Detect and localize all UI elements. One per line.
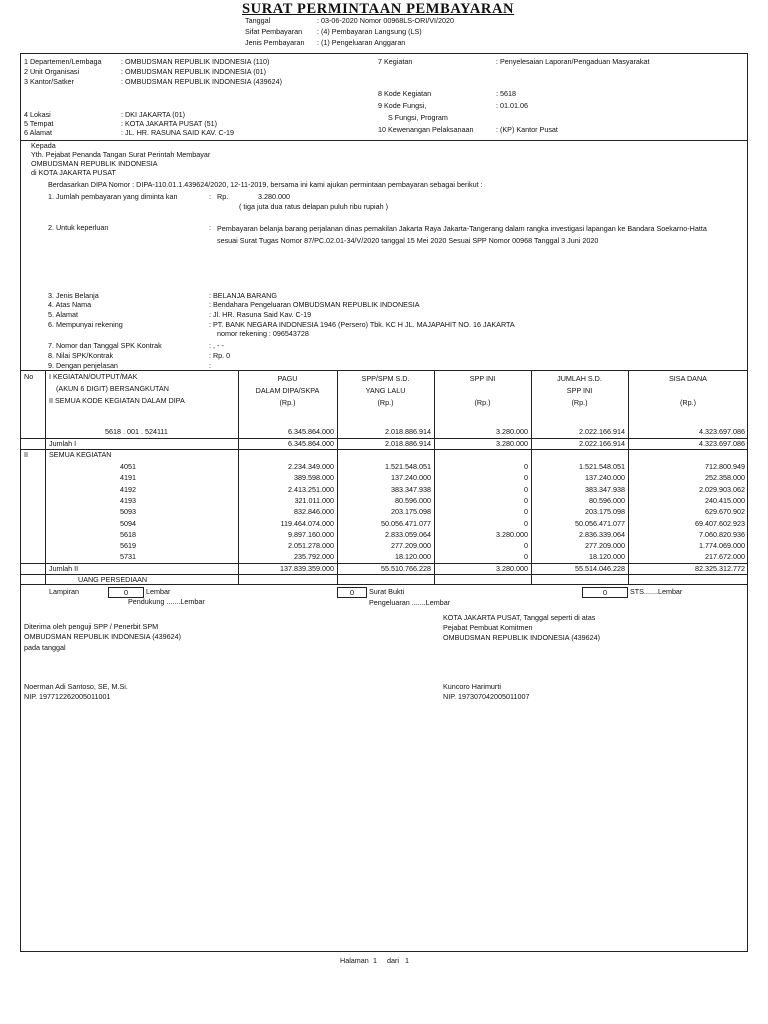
cell-ini: 0 bbox=[524, 518, 528, 528]
identity-value: : JL. HR. RASUNA SAID KAV. C-19 bbox=[121, 128, 235, 137]
identity-value: : OMBUDSMAN REPUBLIK INDONESIA (439624) bbox=[121, 77, 282, 86]
identity-value: : 5618 bbox=[496, 89, 516, 98]
header-value: : (1) Pengeluaran Anggaran bbox=[317, 38, 406, 47]
cell-sisa: 2.029.903.062 bbox=[699, 484, 745, 494]
detail-value: : BELANJA BARANG bbox=[209, 291, 277, 300]
pendukung-label: Pendukung .......Lembar bbox=[128, 597, 205, 606]
pengeluaran-label: Pengeluaran .......Lembar bbox=[369, 598, 451, 607]
purpose-text: Pembayaran belanja barang perjalanan dinas pemakilan Jakarta Raya Jakarta-Tangerang dalam rangka investigasi lapangan ke Bandara Soekarno-Hatta sesuai Surat Tugas Nomor 87/PC.02.01-34/V/2020 tanggal 15 Mei 2020 Sesuai SPP Nomor 00968 Tanggal 3 Juni 2020 bbox=[217, 224, 707, 245]
address-line: di KOTA JAKARTA PUSAT bbox=[31, 168, 116, 177]
cell-sisa: 712.800.949 bbox=[705, 462, 745, 471]
purpose-label: 2. Untuk keperluan bbox=[48, 223, 109, 232]
sts-label: STS.......Lembar bbox=[630, 587, 683, 596]
identity-value: : KOTA JAKARTA PUSAT (51) bbox=[121, 119, 217, 128]
identity-value: : Penyelesaian Laporan/Pengaduan Masyarakat bbox=[496, 57, 650, 66]
cell-ini: 0 bbox=[524, 507, 528, 517]
signature-line: OMBUDSMAN REPUBLIK INDONESIA (439624) bbox=[443, 633, 600, 642]
cell-sisa: 217.672.000 bbox=[705, 552, 745, 562]
col-header-spp-lalu: YANG LALU bbox=[365, 386, 406, 395]
cell-ini: 3.280.000 bbox=[496, 529, 528, 539]
header-value: : (4) Pembayaran Langsung (LS) bbox=[317, 27, 422, 36]
identity-label: 6 Alamat bbox=[24, 128, 52, 137]
subtotal-label: Jumlah II bbox=[49, 564, 79, 573]
cell-pagu: 6.345.864.000 bbox=[288, 439, 334, 448]
header-label: Sifat Pembayaran bbox=[245, 27, 303, 36]
cell-sisa: 7.060.820.936 bbox=[699, 529, 745, 539]
detail-value: : , - - bbox=[209, 341, 224, 350]
request-colon: : bbox=[209, 192, 211, 201]
page-number: 1 bbox=[373, 956, 377, 965]
identity-value: : OMBUDSMAN REPUBLIK INDONESIA (01) bbox=[121, 67, 266, 76]
account-code: 5731 bbox=[120, 552, 136, 562]
account-code: 5619 bbox=[120, 541, 136, 551]
col-header-spp-ini: (Rp.) bbox=[474, 398, 491, 407]
cell-sisa: 82.325.312.772 bbox=[695, 564, 745, 573]
intro-text: Berdasarkan DIPA Nomor : DIPA-110.01.1.439624/2020, 12-11-2019, bersama ini kami ajukan permintaan pembayaran sebagai berikut : bbox=[48, 180, 483, 189]
cell-ini: 3.280.000 bbox=[496, 564, 528, 573]
cell-lalu: 383.347.938 bbox=[391, 484, 431, 494]
cell-lalu: 55.510.766.228 bbox=[381, 564, 431, 573]
cell-pagu: 389.598.000 bbox=[294, 473, 334, 483]
identity-label: 8 Kode Kegiatan bbox=[378, 89, 432, 98]
identity-label: 4 Lokasi bbox=[24, 110, 51, 119]
cell-jumlah: 203.175.098 bbox=[585, 507, 625, 517]
detail-value: : bbox=[209, 361, 211, 370]
cell-sisa: 4.323.697.086 bbox=[699, 439, 745, 448]
address-line: OMBUDSMAN REPUBLIK INDONESIA bbox=[31, 159, 158, 168]
account-code: 4192 bbox=[120, 484, 136, 494]
account-code: 5094 bbox=[120, 518, 136, 528]
identity-label: 2 Unit Organisasi bbox=[24, 67, 80, 76]
col-header-pagu: PAGU bbox=[277, 374, 298, 383]
cell-lalu: 80.596.000 bbox=[395, 495, 431, 505]
cell-sisa: 629.670.902 bbox=[705, 507, 745, 517]
signature-line: KOTA JAKARTA PUSAT, Tanggal seperti di atas bbox=[443, 613, 596, 622]
cell-pagu: 119.464.074.000 bbox=[280, 518, 334, 528]
page-total: 1 bbox=[405, 956, 409, 965]
cell-lalu: 2.833.059.064 bbox=[385, 529, 431, 539]
cell-lalu: 2.018.886.914 bbox=[385, 427, 431, 436]
cell-lalu: 18.120.000 bbox=[395, 552, 431, 562]
cell-pagu: 9.897.160.000 bbox=[288, 529, 334, 539]
header-value: : 03-06-2020 Nomor 00968LS-ORI/VI/2020 bbox=[317, 16, 455, 25]
col-header-spp-ini: SPP INI bbox=[469, 374, 496, 383]
identity-label: 5 Tempat bbox=[24, 119, 54, 128]
identity-label: 10 Kewenangan Pelaksanaan bbox=[378, 125, 474, 134]
cell-lalu: 203.175.098 bbox=[391, 507, 431, 517]
account-number: nomor rekening : 096543728 bbox=[217, 329, 309, 338]
account-code: 5618 bbox=[120, 529, 136, 539]
signature-line: OMBUDSMAN REPUBLIK INDONESIA (439624) bbox=[24, 632, 181, 641]
page-label: Halaman bbox=[340, 956, 369, 965]
of-label: dari bbox=[387, 956, 399, 965]
cell-jumlah: 383.347.938 bbox=[585, 484, 625, 494]
cell-ini: 0 bbox=[524, 541, 528, 551]
cell-jumlah: 2.022.166.914 bbox=[579, 427, 625, 436]
cell-sisa: 1.774.069.000 bbox=[699, 541, 745, 551]
cell-sisa: 4.323.697.086 bbox=[699, 427, 745, 436]
cell-jumlah: 1.521.548.051 bbox=[579, 462, 625, 471]
detail-label: 8. Nilai SPK/Kontrak bbox=[48, 351, 114, 360]
surat-count-box: 0 bbox=[337, 587, 367, 598]
cell-pagu: 2.413.251.000 bbox=[288, 484, 334, 494]
col-header-sisa: SISA DANA bbox=[669, 374, 707, 383]
col-header-spp-lalu: SPP/SPM S.D. bbox=[361, 374, 410, 383]
cell-jumlah: 2.836.339.064 bbox=[579, 529, 625, 539]
signatory-nip: NIP. 197307042005011007 bbox=[443, 692, 530, 701]
cell-ini: 0 bbox=[524, 484, 528, 494]
address-line: Yth. Pejabat Penanda Tangan Surat Perintah Membayar bbox=[31, 150, 211, 159]
table-border bbox=[20, 449, 748, 450]
cell-jumlah: 50.056.471.077 bbox=[575, 518, 625, 528]
currency-label: Rp. bbox=[217, 192, 229, 201]
subtotal-label: Jumlah I bbox=[49, 439, 77, 448]
lampiran-label: Lampiran bbox=[49, 587, 79, 596]
purpose-colon: : bbox=[209, 223, 211, 232]
detail-label: 4. Atas Nama bbox=[48, 300, 92, 309]
cell-ini: 0 bbox=[524, 495, 528, 505]
table-border bbox=[20, 370, 748, 371]
table-border bbox=[20, 584, 748, 585]
col-header-kegiatan: (AKUN 6 DIGIT) BERSANGKUTAN bbox=[56, 384, 169, 393]
account-code: 5093 bbox=[120, 507, 136, 517]
identity-label: S Fungsi, Program bbox=[388, 113, 448, 122]
address-line: Kepada bbox=[31, 141, 56, 150]
request-label: 1. Jumlah pembayaran yang diminta kan bbox=[48, 192, 178, 201]
detail-value: : PT. BANK NEGARA INDONESIA 1946 (Persero) Tbk. KC H JL. MAJAPAHIT NO. 16 JAKARTA bbox=[209, 320, 515, 329]
cell-ini: 0 bbox=[524, 462, 528, 471]
cell-lalu: 50.056.471.077 bbox=[381, 518, 431, 528]
signatory-name: Kuncoro Harimurti bbox=[443, 682, 501, 691]
account-code: 5618 . 001 . 524111 bbox=[105, 427, 168, 436]
signature-line: pada tanggal bbox=[24, 643, 66, 652]
identity-value: : DKI JAKARTA (01) bbox=[121, 110, 186, 119]
cell-ini: 3.280.000 bbox=[496, 427, 528, 436]
detail-label: 7. Nomor dan Tanggal SPK Kontrak bbox=[48, 341, 162, 350]
cell-lalu: 137.240.000 bbox=[391, 473, 431, 483]
cell-pagu: 6.345.864.000 bbox=[288, 427, 334, 436]
col-header-jumlah: JUMLAH S.D. bbox=[557, 374, 602, 383]
identity-value: : 01.01.06 bbox=[496, 101, 528, 110]
cell-ini: 3.280.000 bbox=[496, 439, 528, 448]
detail-label: 9. Dengan penjelasan bbox=[48, 361, 118, 370]
detail-label: 5. Alamat bbox=[48, 310, 78, 319]
uang-persediaan-label: UANG PERSEDIAAN bbox=[78, 575, 148, 584]
col-header-kegiatan: I KEGIATAN/OUTPUT/MAK bbox=[49, 372, 138, 381]
col-header-spp-lalu: (Rp.) bbox=[377, 398, 394, 407]
identity-label: 9 Kode Fungsi, bbox=[378, 101, 427, 110]
cell-jumlah: 18.120.000 bbox=[589, 552, 625, 562]
cell-pagu: 137.839.359.000 bbox=[280, 564, 334, 573]
cell-lalu: 2.018.886.914 bbox=[385, 439, 431, 448]
cell-jumlah: 55.514.046.228 bbox=[575, 564, 625, 573]
col-header-no: No bbox=[24, 372, 34, 381]
cell-pagu: 2.051.278.000 bbox=[288, 541, 334, 551]
cell-lalu: 277.209.000 bbox=[391, 541, 431, 551]
lembar-label: Lembar bbox=[146, 587, 171, 596]
signature-line: Diterima oleh penguji SPP / Penerbit SPM bbox=[24, 622, 159, 631]
col-header-kegiatan: II SEMUA KODE KEGIATAN DALAM DIPA bbox=[49, 396, 185, 405]
cell-sisa: 69.407.602.923 bbox=[695, 518, 745, 528]
detail-label: 3. Jenis Belanja bbox=[48, 291, 99, 300]
cell-lalu: 1.521.548.051 bbox=[385, 462, 431, 471]
table-column-line bbox=[45, 370, 46, 584]
cell-pagu: 235.792.000 bbox=[294, 552, 334, 562]
col-header-sisa: (Rp.) bbox=[680, 398, 696, 407]
cell-pagu: 2.234.349.000 bbox=[288, 462, 334, 471]
request-amount-value: 3.280.000 bbox=[258, 192, 290, 201]
identity-label: 3 Kantor/Satker bbox=[24, 77, 74, 86]
identity-label: 1 Departemen/Lembaga bbox=[24, 57, 102, 66]
cell-ini: 0 bbox=[524, 473, 528, 483]
detail-value: : Jl. HR. Rasuna Said Kav. C-19 bbox=[209, 310, 312, 319]
signature-line: Pejabat Pembuat Komitmen bbox=[443, 623, 533, 632]
header-label: Tanggal bbox=[245, 16, 271, 25]
detail-value: : Bendahara Pengeluaran OMBUDSMAN REPUBLIK INDONESIA bbox=[209, 300, 420, 309]
signatory-nip: NIP. 197712262005011001 bbox=[24, 692, 111, 701]
surat-bukti-label: Surat Bukti bbox=[369, 587, 405, 596]
lampiran-count-box: 0 bbox=[108, 587, 144, 598]
amount-in-words: ( tiga juta dua ratus delapan puluh ribu rupiah ) bbox=[239, 202, 389, 211]
cell-pagu: 321.011.000 bbox=[294, 495, 334, 505]
identity-value: : (KP) Kantor Pusat bbox=[496, 125, 558, 134]
cell-sisa: 240.415.000 bbox=[705, 495, 745, 505]
identity-label: 7 Kegiatan bbox=[378, 57, 413, 66]
col-header-jumlah: SPP INI bbox=[566, 386, 593, 395]
cell-sisa: 252.358.000 bbox=[705, 473, 745, 483]
col-header-pagu: DALAM DIPA/SKPA bbox=[255, 386, 320, 395]
col-header-pagu: (Rp.) bbox=[279, 398, 296, 407]
detail-value: : Rp. 0 bbox=[209, 351, 231, 360]
page-title: SURAT PERMINTAAN PEMBAYARAN bbox=[242, 1, 515, 17]
section-label: SEMUA KEGIATAN bbox=[49, 450, 112, 459]
identity-value: : OMBUDSMAN REPUBLIK INDONESIA (110) bbox=[121, 57, 270, 66]
sts-count-box: 0 bbox=[582, 587, 628, 598]
signatory-name: Noerman Adi Santoso, SE, M.Si. bbox=[24, 682, 128, 691]
cell-pagu: 832.846.000 bbox=[294, 507, 334, 517]
header-label: Jenis Pembayaran bbox=[245, 38, 305, 47]
col-header-jumlah: (Rp.) bbox=[571, 398, 588, 407]
cell-jumlah: 277.209.000 bbox=[585, 541, 625, 551]
cell-jumlah: 80.596.000 bbox=[589, 495, 625, 505]
account-code: 4193 bbox=[120, 495, 136, 505]
cell-jumlah: 2.022.166.914 bbox=[579, 439, 625, 448]
account-code: 4191 bbox=[120, 473, 136, 483]
detail-label: 6. Mempunyai rekening bbox=[48, 320, 123, 329]
section-number: II bbox=[24, 450, 28, 459]
cell-jumlah: 137.240.000 bbox=[585, 473, 625, 483]
divider bbox=[20, 140, 748, 141]
cell-ini: 0 bbox=[524, 552, 528, 562]
account-code: 4051 bbox=[120, 462, 136, 471]
